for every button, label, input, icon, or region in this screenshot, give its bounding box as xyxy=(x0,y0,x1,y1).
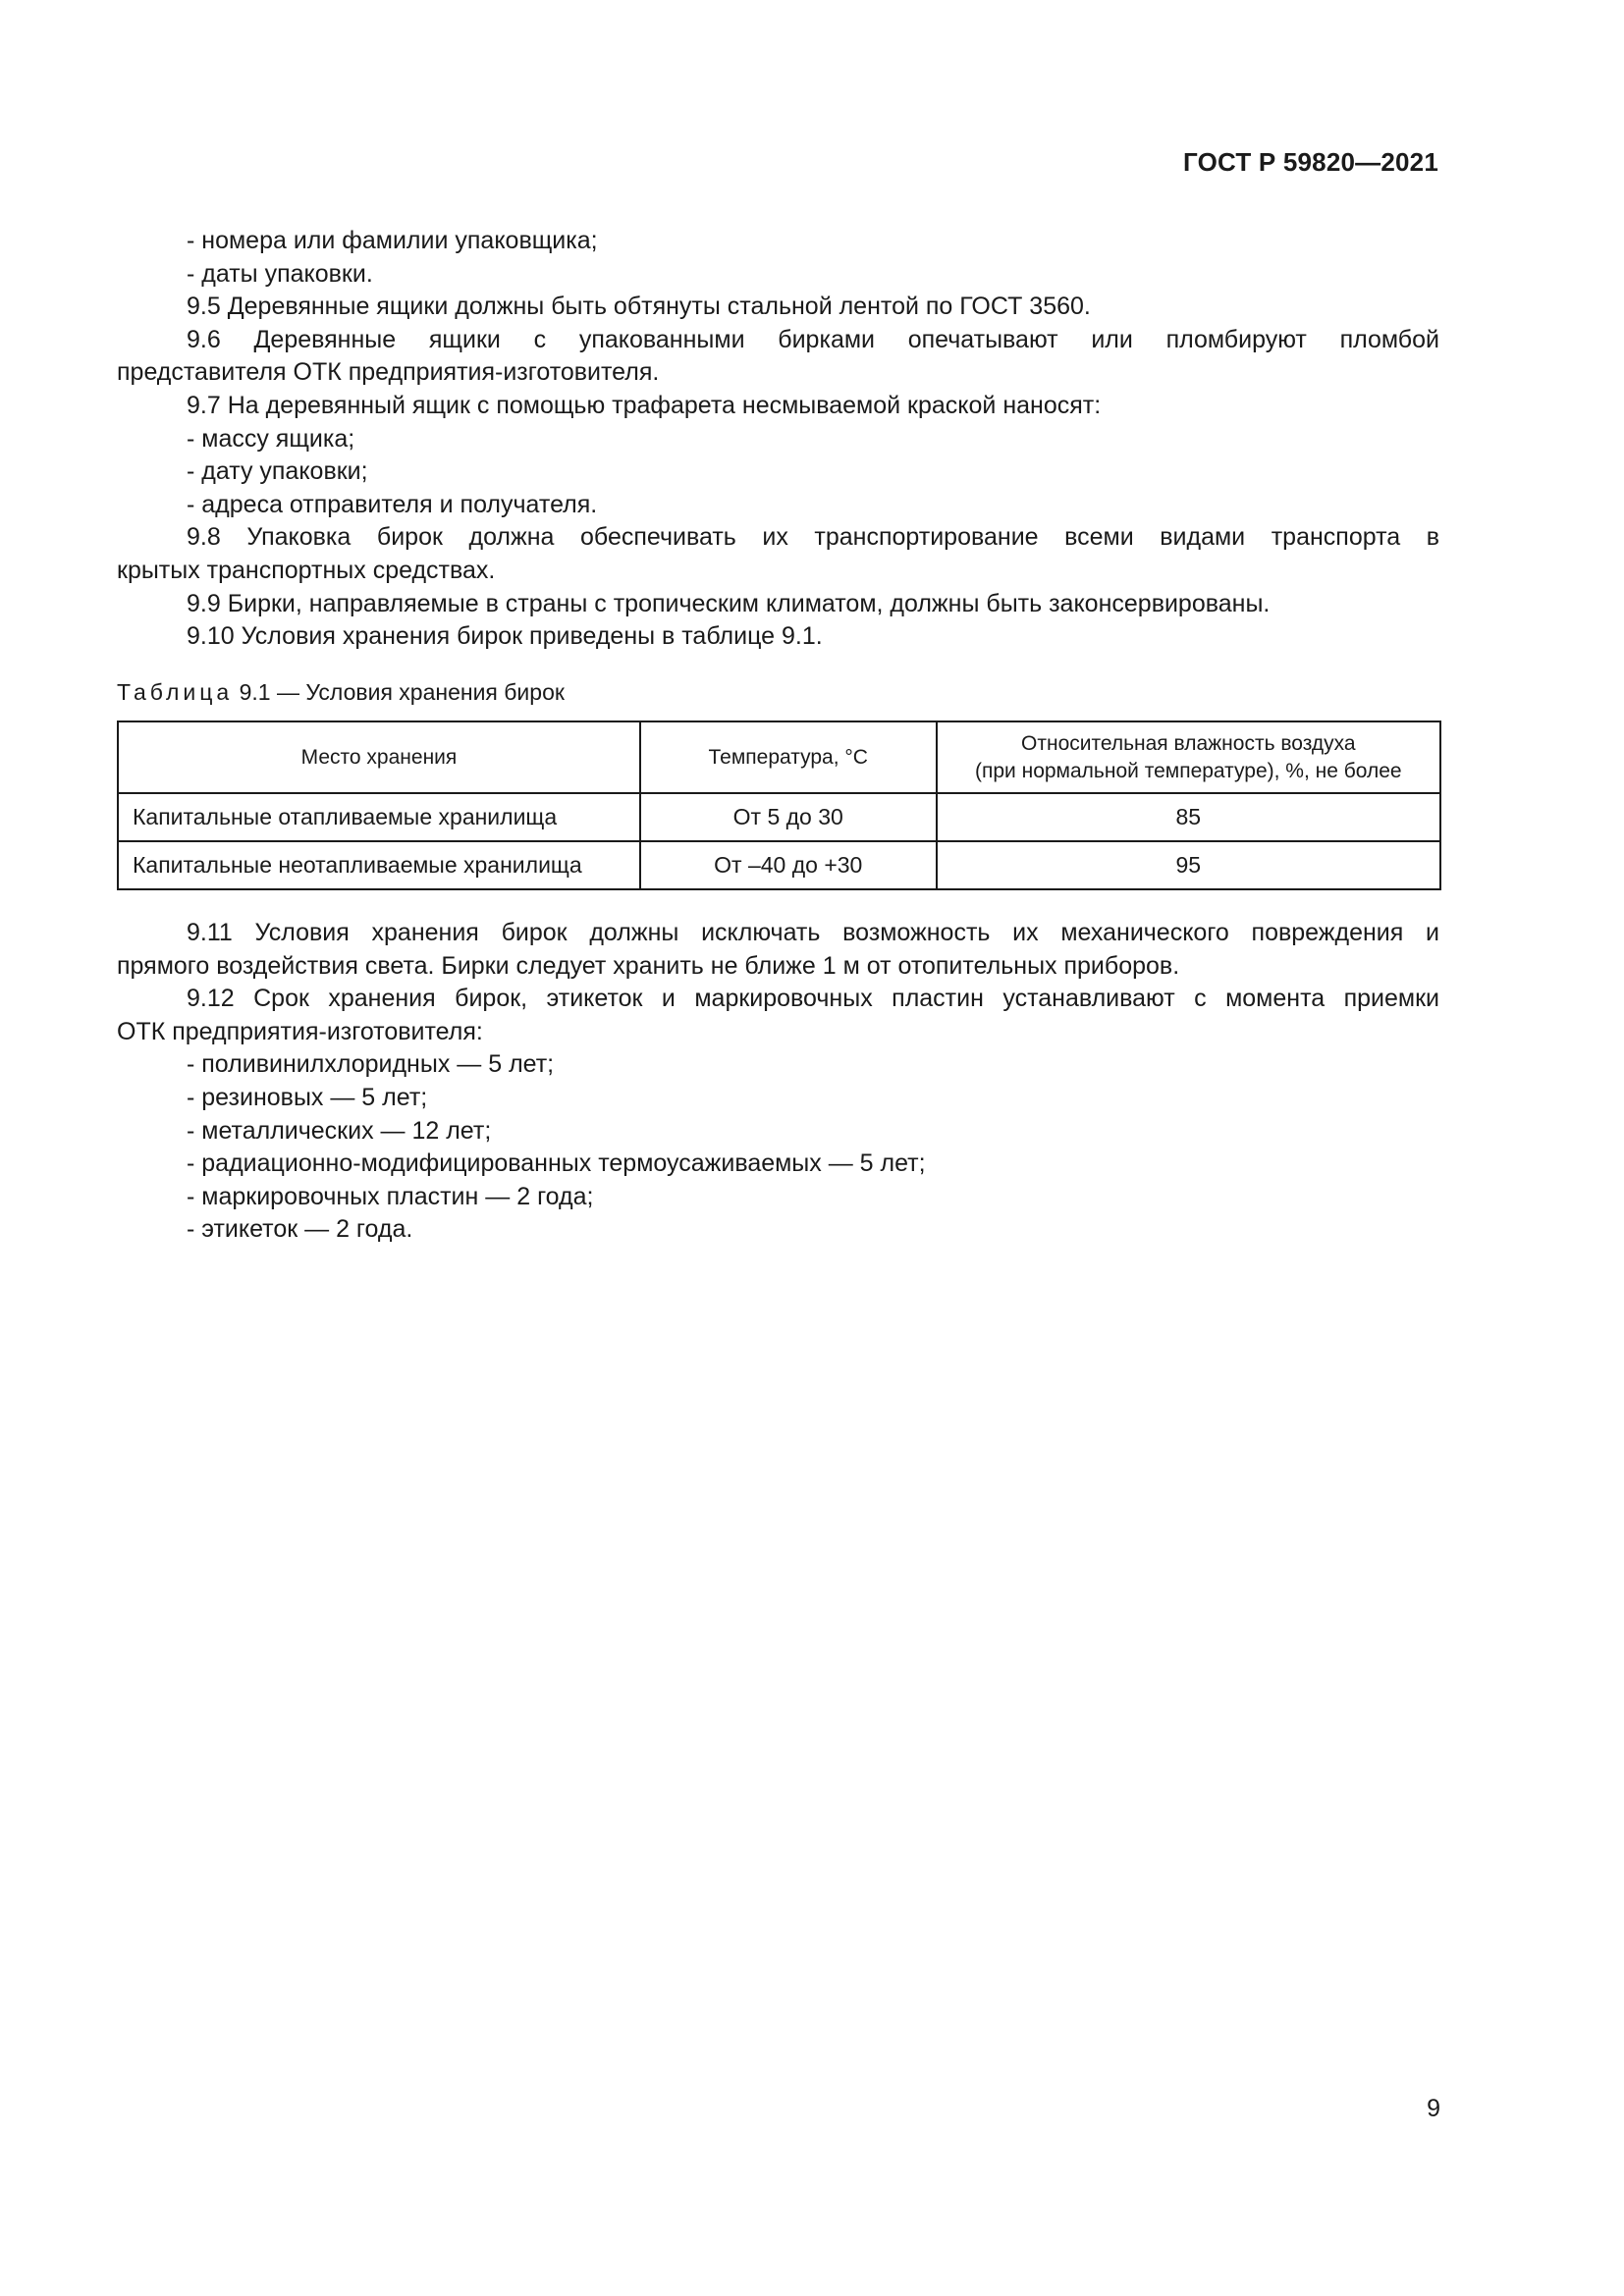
cell-temperature: От –40 до +30 xyxy=(640,841,937,889)
paragraph-9-12-line-2: ОТК предприятия-изготовителя: xyxy=(117,1017,483,1045)
cell-humidity: 95 xyxy=(937,841,1440,889)
paragraph-9-11-line-1: 9.11 Условия хранения бирок должны исключать возможность их механического повреждения и xyxy=(187,919,1439,946)
cell-storage-place: Капитальные отапливаемые хранилища xyxy=(118,793,640,841)
text-block-packaging xyxy=(117,225,1439,654)
list-item: - дату упаковки; xyxy=(187,457,368,486)
list-item: - маркировочных пластин — 2 года; xyxy=(187,1182,594,1210)
cell-temperature: От 5 до 30 xyxy=(640,793,937,841)
document-header-id: ГОСТ Р 59820—2021 xyxy=(1183,147,1438,177)
list-item: - поливинилхлоридных — 5 лет; xyxy=(187,1050,555,1079)
list-item: - резиновых — 5 лет; xyxy=(187,1083,428,1111)
list-item: - даты упаковки. xyxy=(187,259,373,288)
cell-humidity: 85 xyxy=(937,793,1440,841)
table-row xyxy=(118,841,1440,889)
paragraph-9-10: 9.10 Условия хранения бирок приведены в таблице 9.1. xyxy=(187,622,823,651)
list-item: - массу ящика; xyxy=(187,424,355,453)
list-item: - металлических — 12 лет; xyxy=(187,1116,492,1145)
list-item: - номера или фамилии упаковщика; xyxy=(187,227,598,254)
cell-storage-place: Капитальные неотапливаемые хранилища xyxy=(118,841,640,889)
paragraph-9-5: 9.5 Деревянные ящики должны быть обтянуты стальной лентой по ГОСТ 3560. xyxy=(187,293,1091,321)
paragraph-9-6-line-2: представителя ОТК предприятия-изготовителя. xyxy=(117,358,660,387)
paragraph-9-11-line-2: прямого воздействия света. Бирки следует хранить не ближе 1 м от отопительных приборов. xyxy=(117,951,1180,980)
paragraph-9-8-line-1: 9.8 Упаковка бирок должна обеспечивать их транспортирование всеми видами транспорта в xyxy=(187,523,1439,552)
paragraph-9-9: 9.9 Бирки, направляемые в страны с тропическим климатом, должны быть законсервированы. xyxy=(187,589,1271,617)
table-caption xyxy=(117,679,565,706)
header-humidity-line-1: Относительная влажность воздуха xyxy=(1021,731,1356,755)
page-number: 9 xyxy=(1427,2095,1440,2122)
paragraph-9-6-line-1: 9.6 Деревянные ящики с упакованными бирками опечатывают или пломбируют пломбой xyxy=(187,325,1439,353)
list-item: - адреса отправителя и получателя. xyxy=(187,490,598,518)
header-storage-place: Место хранения xyxy=(118,721,640,793)
list-item: - радиационно-модифицированных термоусаживаемых — 5 лет; xyxy=(187,1149,926,1178)
list-item: - этикеток — 2 года. xyxy=(187,1215,413,1244)
header-humidity-line-2: (при нормальной температуре), %, не более xyxy=(974,759,1402,782)
table-caption-word: Таблица xyxy=(117,679,234,705)
text-block-storage xyxy=(117,917,1439,1247)
table-header-row xyxy=(118,721,1440,793)
header-temperature: Температура, °С xyxy=(640,721,937,793)
paragraph-9-7: 9.7 На деревянный ящик с помощью трафарета несмываемой краской наносят: xyxy=(187,391,1102,419)
table-caption-title: 9.1 — Условия хранения бирок xyxy=(233,679,565,705)
table-row xyxy=(118,793,1440,841)
paragraph-9-8-line-2: крытых транспортных средствах. xyxy=(117,556,496,584)
paragraph-9-12-line-1: 9.12 Срок хранения бирок, этикеток и маркировочных пластин устанавливают с момента приемки xyxy=(187,985,1439,1013)
header-humidity xyxy=(937,721,1440,793)
storage-conditions-table xyxy=(117,721,1441,890)
